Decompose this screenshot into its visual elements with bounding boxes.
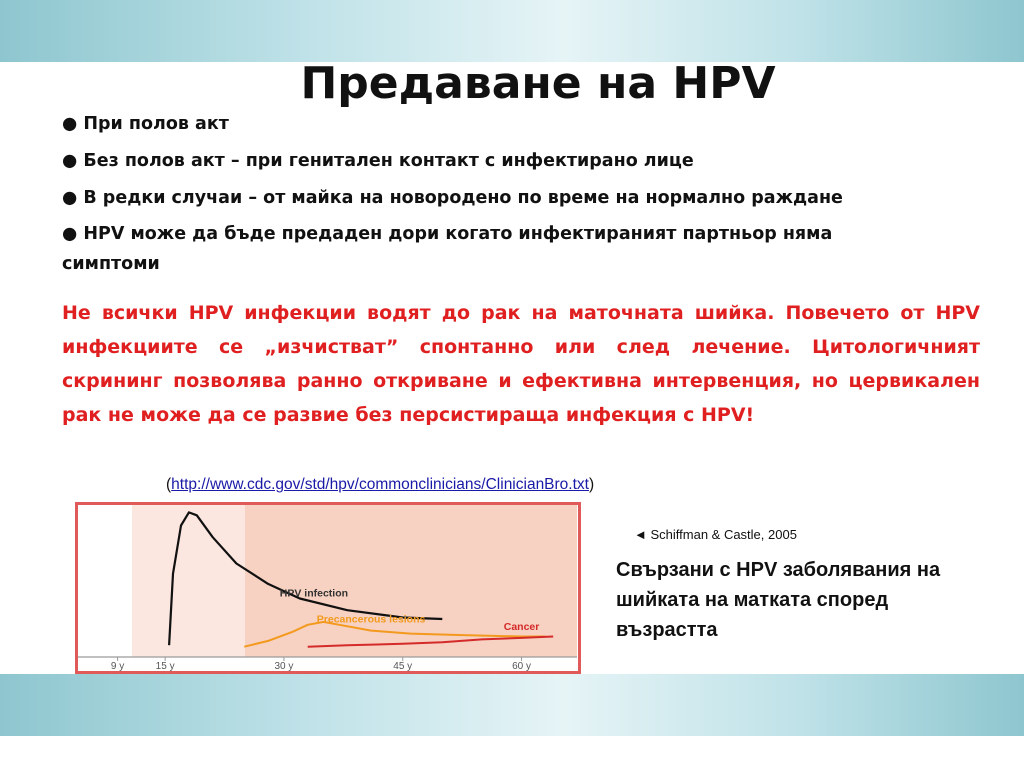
source-reference <box>166 476 594 494</box>
x-tick-label: 45 y <box>393 661 413 672</box>
page-title: Предаване на HPV <box>300 58 776 109</box>
header-band <box>0 0 1024 62</box>
source-link[interactable]: http://www.cdc.gov/std/hpv/commonclinicians/ClinicianBro.txt <box>171 476 589 493</box>
x-tick-label: 60 y <box>512 661 532 672</box>
bullet-item: ● Без полов акт – при генитален контакт с инфектирано лице <box>62 151 694 171</box>
series-label: Precancerous lesions <box>316 613 426 626</box>
series-label: HPV infection <box>279 587 349 600</box>
chart-band-light <box>132 505 245 657</box>
x-tick-label: 30 y <box>274 661 294 672</box>
bullet-item: ● HPV може да бъде предаден дори когато инфектираният партньор няма симптоми <box>62 224 833 274</box>
source-close-paren: ) <box>588 476 595 493</box>
bullet-item: ● В редки случаи – от майка на новородено по време на нормално раждане <box>62 188 843 208</box>
bullet-list <box>62 112 922 292</box>
footer-band <box>0 674 1024 736</box>
citation: ◄ Schiffman & Castle, 2005 <box>634 527 797 542</box>
highlight-paragraph: Не всички HPV инфекции водят до рак на маточната шийка. Повечето от HPV инфекциите се „изчистват” спонтанно или след лечение. Цитологичният скрининг позволява ранно откриване и ефективна интервенция, но цервикален рак не може да се развие без персистираща инфекция с HPV! <box>62 302 980 426</box>
series-label: Cancer <box>503 620 540 633</box>
bullet-item: ● При полов акт <box>62 114 229 134</box>
chart-svg <box>75 502 581 674</box>
chart-caption: Свързани с HPV заболявания на шийката на матката според възрастта <box>616 559 941 641</box>
source-open-paren: ( <box>166 476 172 493</box>
hpv-age-chart <box>75 502 581 674</box>
x-tick-label: 15 y <box>155 661 175 672</box>
x-tick-label: 9 y <box>110 661 125 672</box>
